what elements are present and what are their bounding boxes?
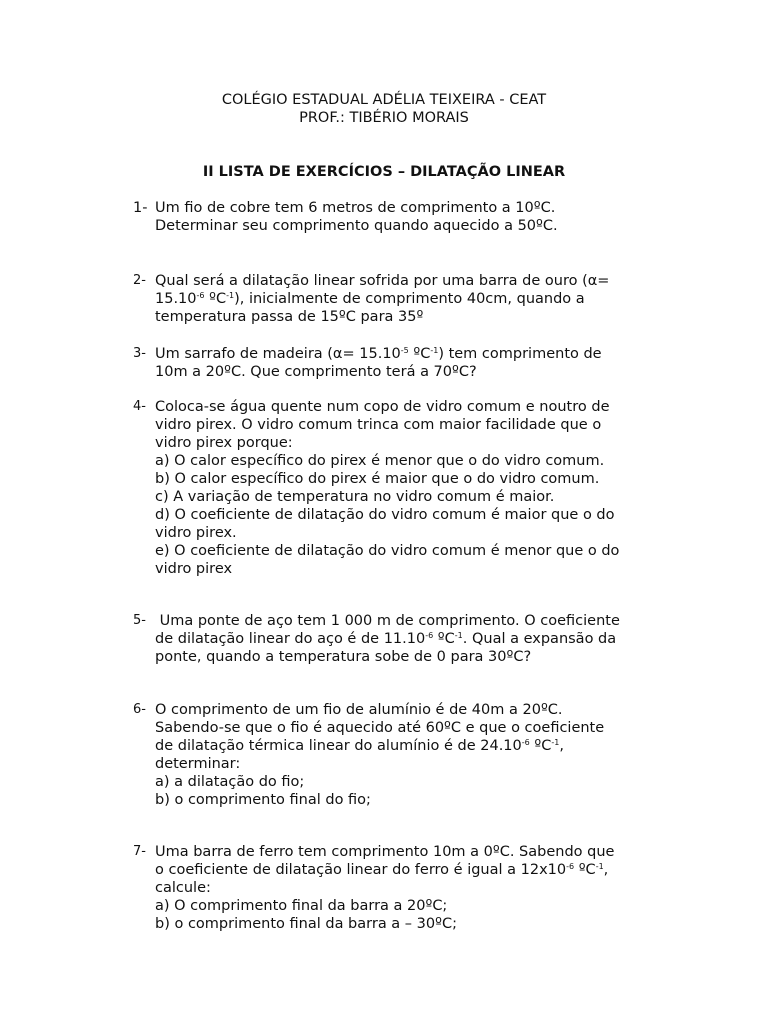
question-text-line: o coeficiente de dilatação linear do ferro é igual a $12x10^{-6}$ ºC$^{-1}$, bbox=[155, 862, 609, 878]
question-text-line: vidro pirex porque: bbox=[155, 435, 293, 451]
question-2 bbox=[133, 272, 663, 326]
question-5 bbox=[133, 612, 663, 666]
question-text-line: de dilatação térmica linear do alumínio é de $24.10^{-6}$ ºC$^{-1}$, bbox=[155, 738, 564, 754]
question-number: 3- bbox=[133, 346, 146, 361]
question-text-line: Um sarrafo de madeira ($\alpha= 15.10^{-5}$ ºC$^{-1}$) tem comprimento de bbox=[155, 346, 602, 362]
option-b: b) O calor específico do pirex é maior que o do vidro comum. bbox=[155, 471, 600, 487]
question-number: 7- bbox=[133, 844, 146, 859]
option-a: a) O calor específico do pirex é menor que o do vidro comum. bbox=[155, 453, 605, 469]
question-text-line: Uma barra de ferro tem comprimento 10m a 0ºC. Sabendo que bbox=[155, 844, 615, 860]
question-text-line: Coloca-se água quente num copo de vidro comum e noutro de bbox=[155, 399, 610, 415]
question-6 bbox=[133, 701, 663, 809]
question-number: 5- bbox=[133, 613, 146, 628]
question-number: 2- bbox=[133, 273, 146, 288]
question-text-line: calcule: bbox=[155, 880, 211, 896]
question-number: 4- bbox=[133, 399, 146, 414]
question-text-line: Determinar seu comprimento quando aquecido a 50ºC. bbox=[155, 218, 558, 234]
page-title: II LISTA DE EXERCÍCIOS – DILATAÇÃO LINEAR bbox=[202, 164, 566, 180]
item-b: b) o comprimento final do fio; bbox=[155, 792, 371, 808]
question-text-line: Sabendo-se que o fio é aquecido até 60ºC e que o coeficiente bbox=[155, 720, 605, 736]
option-c: c) A variação de temperatura no vidro comum é maior. bbox=[155, 489, 555, 505]
question-text-line: $15.10^{-6}$ ºC$^{-1}$), inicialmente de comprimento 40cm, quando a bbox=[155, 291, 585, 307]
question-1 bbox=[133, 199, 663, 235]
item-a: a) a dilatação do fio; bbox=[155, 774, 305, 790]
school-name: COLÉGIO ESTADUAL ADÉLIA TEIXEIRA - CEAT bbox=[221, 92, 547, 108]
option-e: e) O coeficiente de dilatação do vidro comum é menor que o do bbox=[155, 543, 620, 559]
question-text-line: temperatura passa de 15ºC para 35º bbox=[155, 309, 424, 325]
question-number: 1- bbox=[133, 200, 148, 216]
question-text-line: Uma ponte de aço tem 1 000 m de comprimento. O coeficiente bbox=[155, 613, 620, 629]
question-text-line: O comprimento de um fio de alumínio é de 40m a 20ºC. bbox=[155, 702, 563, 718]
question-text-line: Qual será a dilatação linear sofrida por uma barra de ouro (α= bbox=[155, 273, 610, 289]
question-text-line: vidro pirex. O vidro comum trinca com maior facilidade que o bbox=[155, 417, 602, 433]
question-text-line: determinar: bbox=[155, 756, 241, 772]
document-header bbox=[0, 91, 768, 127]
option-d-continued: vidro pirex. bbox=[155, 525, 237, 541]
option-d: d) O coeficiente de dilatação do vidro comum é maior que o do bbox=[155, 507, 615, 523]
question-4 bbox=[133, 398, 663, 578]
question-number: 6- bbox=[133, 702, 146, 717]
question-7 bbox=[133, 843, 663, 933]
teacher-name: PROF.: TIBÉRIO MORAIS bbox=[299, 110, 469, 126]
question-text-line: 10m a 20ºC. Que comprimento terá a 70ºC? bbox=[155, 364, 477, 380]
question-text-line: ponte, quando a temperatura sobe de 0 para 30ºC? bbox=[155, 649, 532, 665]
question-text-line: Um fio de cobre tem 6 metros de comprimento a 10ºC. bbox=[155, 200, 556, 216]
question-text-line: de dilatação linear do aço é de $11.10^{-6}$ ºC$^{-1}$. Qual a expansão da bbox=[155, 631, 617, 647]
option-e-continued: vidro pirex bbox=[155, 561, 233, 577]
item-a: a) O comprimento final da barra a 20ºC; bbox=[155, 898, 448, 914]
item-b: b) o comprimento final da barra a – 30ºC; bbox=[155, 916, 457, 932]
question-3 bbox=[133, 345, 663, 381]
